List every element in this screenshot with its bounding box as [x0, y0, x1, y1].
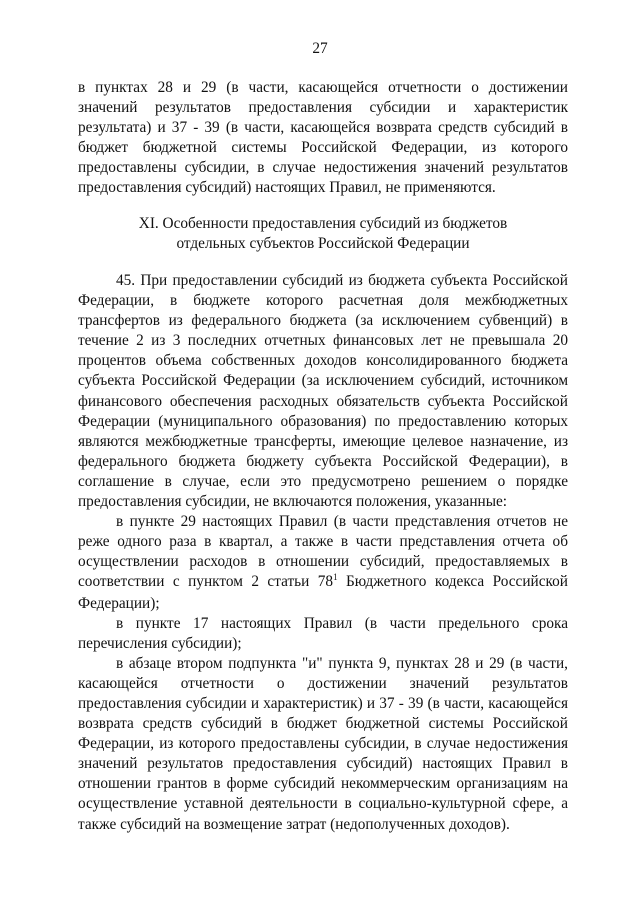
intro-block	[78, 78, 568, 199]
section-title-line-1: XI. Особенности предоставления субсидий из бюджетов	[138, 215, 508, 232]
item-final: в абзаце втором подпункта "и" пункта 9, пунктах 28 и 29 (в части, касающейся отчетности о достижении значений результатов предоставления субсидии и характеристик) и 37 - 39 (в части, касающейся возврата средств субсидий в бюджет бюджетной системы Российской Федерации, из которого предоставлены субсидии, в случае недостижения значений результатов предоставления субсидий) настоящих Правил в отношении грантов в форме субсидий некоммерческим организациям на осуществление уставной деятельности в социально-культурной сфере, а также субсидий на возмещение затрат (недополученных доходов).	[78, 654, 568, 833]
section-title	[78, 214, 568, 254]
item-29-text: в пункте 29 настоящих Правил (в части представления отчетов не реже одного раза в квартал, а также в части представления отчета об осуществлении расходов в отношении субсидий, предоставляемых в соответствии с пунктом 2 статьи 78	[78, 513, 568, 591]
item-29	[78, 512, 568, 613]
paragraph-45-block	[78, 271, 568, 835]
section-title-line-2: отдельных субъектов Российской Федерации	[176, 235, 470, 252]
item-29-superscript: 1	[333, 572, 338, 583]
paragraph-45: 45. При предоставлении субсидий из бюджета субъекта Российской Федерации, в бюджете которого расчетная доля межбюджетных трансфертов из федерального бюджета (за исключением субвенций) в течение 2 из 3 последних отчетных финансовых лет не превышала 20 процентов объема собственных доходов консолидированного бюджета субъекта Российской Федерации (за исключением субсидий, источником финансового обеспечения расходных обязательств субъекта Российской Федерации (муниципального образования) по предоставлению которых являются межбюджетные трансферты, имеющие целевое назначение, из федерального бюджета бюджету субъекта Российской Федерации), в соглашение в случае, если это предусмотрено решением о порядке предоставления субсидии, не включаются положения, указанные:	[78, 272, 568, 511]
item-29-text-end: Бюджетного кодекса Российской Федерации);	[78, 573, 568, 612]
item-17: в пункте 17 настоящих Правил (в части предельного срока перечисления субсидии);	[78, 614, 568, 652]
page-number: 27	[312, 40, 328, 57]
intro-paragraph: в пунктах 28 и 29 (в части, касающейся отчетности о достижении значений результатов предоставления субсидии и характеристик результата) и 37 - 39 (в части, касающейся возврата средств субсидий в бюджет бюджетной системы Российской Федерации, из которого предоставлены субсидии, в случае недостижения значений результатов предоставления субсидий) настоящих Правил, не применяются.	[78, 79, 568, 197]
